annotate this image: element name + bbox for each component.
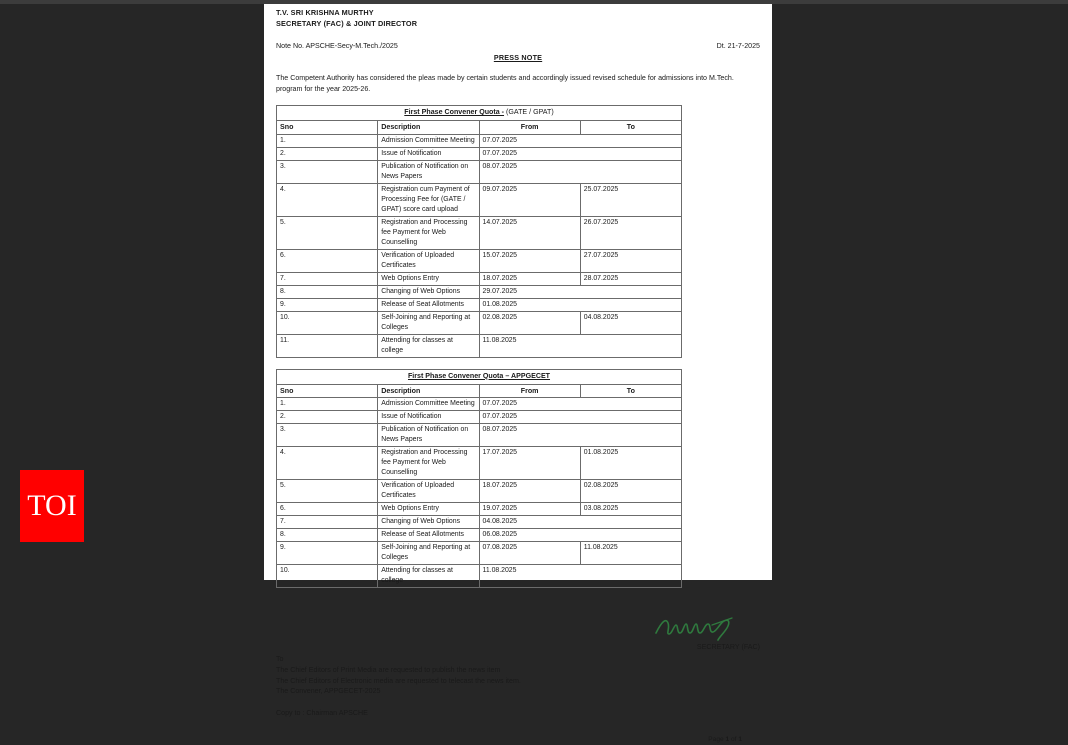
- cell-date-merged: 06.08.2025: [479, 529, 682, 542]
- schedule-table-1: [276, 105, 682, 357]
- column-header-from: From: [479, 121, 580, 134]
- cell-sno: 1.: [277, 398, 378, 411]
- signature-block: [276, 612, 760, 654]
- cell-date-merged: 07.07.2025: [479, 411, 682, 424]
- cell-date-merged: 04.08.2025: [479, 516, 682, 529]
- to-line-1: The Chief Editors of Print Media are requested to publish the news item: [276, 665, 501, 674]
- table-row: [277, 565, 682, 588]
- cell-sno: 7.: [277, 272, 378, 285]
- table-title-row: [277, 106, 682, 121]
- cell-to-date: 03.08.2025: [580, 503, 681, 516]
- table-header-row: [277, 121, 682, 134]
- table-title-row: [277, 369, 682, 384]
- table-row: [277, 411, 682, 424]
- cell-from-date: 07.08.2025: [479, 542, 580, 565]
- table-header-row: [277, 384, 682, 397]
- cell-date-merged: 08.07.2025: [479, 160, 682, 183]
- to-line-0: To: [276, 655, 284, 663]
- author-name: T.V. SRI KRISHNA MURTHY: [276, 8, 374, 17]
- body-paragraph: The Competent Authority has considered the pleas made by certain students and accordingly issued revised schedule for admissions into M.Tech. program for the year 2025-26.: [276, 74, 734, 93]
- cell-description: Verification of Uploaded Certificates: [378, 480, 479, 503]
- table-row: [277, 298, 682, 311]
- cell-date-merged: 11.08.2025: [479, 334, 682, 357]
- table-row: [277, 311, 682, 334]
- cell-to-date: 28.07.2025: [580, 272, 681, 285]
- cell-sno: 9.: [277, 542, 378, 565]
- handwritten-signature-icon: [652, 612, 738, 642]
- column-header-to: To: [580, 121, 681, 134]
- cell-to-date: 27.07.2025: [580, 249, 681, 272]
- document-page: [264, 4, 772, 744]
- cell-from-date: 17.07.2025: [479, 447, 580, 480]
- cell-description: Publication of Notification on News Papers: [378, 424, 479, 447]
- table-row: [277, 160, 682, 183]
- cell-to-date: 02.08.2025: [580, 480, 681, 503]
- table-row: [277, 529, 682, 542]
- table-title-cell: [277, 106, 682, 121]
- cell-sno: 10.: [277, 311, 378, 334]
- cell-description: Changing of Web Options: [378, 285, 479, 298]
- cell-sno: 2.: [277, 411, 378, 424]
- cell-sno: 7.: [277, 516, 378, 529]
- cell-from-date: 09.07.2025: [479, 183, 580, 216]
- cell-from-date: 14.07.2025: [479, 216, 580, 249]
- page-number: [276, 735, 760, 744]
- table-row: [277, 249, 682, 272]
- cell-sno: 1.: [277, 134, 378, 147]
- schedule-table-2: [276, 369, 682, 588]
- page-number-middle: of: [729, 736, 739, 744]
- cell-from-date: 19.07.2025: [479, 503, 580, 516]
- cell-to-date: 01.08.2025: [580, 447, 681, 480]
- column-header-sno: Sno: [277, 121, 378, 134]
- document-author-block: [276, 8, 760, 30]
- cell-description: Admission Committee Meeting: [378, 134, 479, 147]
- cell-description: Release of Seat Allotments: [378, 529, 479, 542]
- cell-description: Verification of Uploaded Certificates: [378, 249, 479, 272]
- cell-sno: 9.: [277, 298, 378, 311]
- press-note-heading-wrap: [276, 53, 760, 63]
- cell-from-date: 18.07.2025: [479, 272, 580, 285]
- cell-sno: 6.: [277, 503, 378, 516]
- column-header-description: Description: [378, 384, 479, 397]
- table-row: [277, 480, 682, 503]
- table-row: [277, 424, 682, 447]
- cell-date-merged: 11.08.2025: [479, 565, 682, 588]
- table-title-bold: First Phase Convener Quota – APPGECET: [407, 371, 551, 380]
- signature-label: SECRETARY (FAC): [696, 643, 760, 651]
- cell-sno: 8.: [277, 529, 378, 542]
- cell-date-merged: 07.07.2025: [479, 147, 682, 160]
- toi-logo-text: TOI: [27, 489, 77, 522]
- column-header-to: To: [580, 384, 681, 397]
- note-number: Note No. APSCHE-Secy-M.Tech./2025: [276, 41, 398, 50]
- page-number-prefix: Page: [708, 736, 726, 744]
- table-row: [277, 542, 682, 565]
- table-title-bold: First Phase Convener Quota -: [404, 108, 505, 117]
- cell-from-date: 18.07.2025: [479, 480, 580, 503]
- cell-description: Registration cum Payment of Processing Fee for (GATE / GPAT) score card upload: [378, 183, 479, 216]
- table-row: [277, 334, 682, 357]
- cell-sno: 11.: [277, 334, 378, 357]
- cell-description: Issue of Notification: [378, 411, 479, 424]
- table-row: [277, 183, 682, 216]
- column-header-from: From: [479, 384, 580, 397]
- press-note-heading: PRESS NOTE: [493, 52, 543, 62]
- cell-to-date: 26.07.2025: [580, 216, 681, 249]
- cell-description: Publication of Notification on News Papers: [378, 160, 479, 183]
- cell-sno: 6.: [277, 249, 378, 272]
- cell-sno: 10.: [277, 565, 378, 588]
- cell-date-merged: 07.07.2025: [479, 398, 682, 411]
- to-block: [276, 654, 760, 697]
- table-row: [277, 285, 682, 298]
- table-row: [277, 216, 682, 249]
- cell-sno: 8.: [277, 285, 378, 298]
- to-line-3: The Convener, APPGECET-2025: [276, 687, 381, 696]
- note-meta-row: [276, 41, 760, 51]
- schedule-tables-host: [276, 105, 760, 588]
- cell-sno: 4.: [277, 447, 378, 480]
- table-row: [277, 147, 682, 160]
- cell-sno: 5.: [277, 216, 378, 249]
- cell-sno: 4.: [277, 183, 378, 216]
- copy-to-line: Copy to : Chairman APSCHE: [276, 709, 368, 718]
- column-header-description: Description: [378, 121, 479, 134]
- cell-description: Self-Joining and Reporting at Colleges: [378, 542, 479, 565]
- cell-description: Registration and Processing fee Payment for Web Counselling: [378, 216, 479, 249]
- table-row: [277, 398, 682, 411]
- cell-date-merged: 08.07.2025: [479, 424, 682, 447]
- cell-from-date: 15.07.2025: [479, 249, 580, 272]
- cell-date-merged: 29.07.2025: [479, 285, 682, 298]
- cell-to-date: 04.08.2025: [580, 311, 681, 334]
- table-row: [277, 516, 682, 529]
- cell-description: Registration and Processing fee Payment for Web Counselling: [378, 447, 479, 480]
- cell-description: Web Options Entry: [378, 503, 479, 516]
- cell-description: Release of Seat Allotments: [378, 298, 479, 311]
- cell-description: Attending for classes at college: [378, 334, 479, 357]
- column-header-sno: Sno: [277, 384, 378, 397]
- table-title-plain: (GATE / GPAT): [504, 108, 554, 117]
- note-date: Dt. 21-7-2025: [716, 41, 760, 50]
- cell-description: Admission Committee Meeting: [378, 398, 479, 411]
- table-row: [277, 503, 682, 516]
- cell-to-date: 25.07.2025: [580, 183, 681, 216]
- to-line-2: The Chief Editors of Electronic media are requested to telecast the news item.: [276, 676, 521, 685]
- cell-description: Web Options Entry: [378, 272, 479, 285]
- table-title-cell: [277, 369, 682, 384]
- cell-date-merged: 01.08.2025: [479, 298, 682, 311]
- table-row: [277, 134, 682, 147]
- toi-watermark-logo: [20, 470, 84, 542]
- cell-description: Issue of Notification: [378, 147, 479, 160]
- table-row: [277, 272, 682, 285]
- page-number-current: 1: [725, 736, 730, 744]
- author-designation: SECRETARY (FAC) & JOINT DIRECTOR: [276, 18, 418, 28]
- cell-sno: 3.: [277, 424, 378, 447]
- cell-description: Attending for classes at college: [378, 565, 479, 588]
- cell-sno: 3.: [277, 160, 378, 183]
- cell-description: Changing of Web Options: [378, 516, 479, 529]
- cell-sno: 5.: [277, 480, 378, 503]
- cell-sno: 2.: [277, 147, 378, 160]
- page-number-total: 1: [738, 736, 742, 744]
- cell-description: Self-Joining and Reporting at Colleges: [378, 311, 479, 334]
- cell-to-date: 11.08.2025: [580, 542, 681, 565]
- cell-date-merged: 07.07.2025: [479, 134, 682, 147]
- table-row: [277, 447, 682, 480]
- cell-from-date: 02.08.2025: [479, 311, 580, 334]
